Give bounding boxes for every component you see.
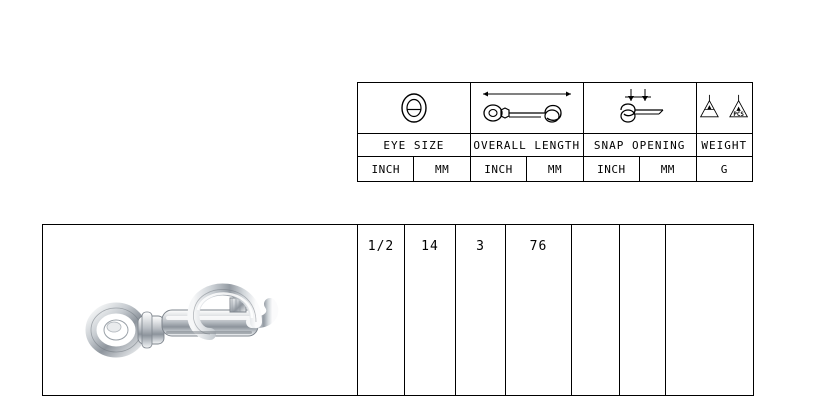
snap-opening-icon [584,83,696,133]
overall-length-unit-inch: INCH [470,157,526,182]
snap-opening-icon-cell [583,83,696,134]
eye-size-label: EYE SIZE [358,134,471,157]
cell-snap-opening-inch [572,225,620,396]
cell-eye-size-inch: 1/2 [358,225,405,396]
eye-size-icon-cell [358,83,471,134]
cell-weight-g [666,225,754,396]
spec-label-row [358,134,753,157]
spec-header-table [357,82,753,182]
weight-scale-icon [697,83,752,133]
overall-length-icon-cell [470,83,583,134]
eye-size-unit-inch: INCH [358,157,414,182]
cell-overall-length-mm: 76 [506,225,572,396]
snap-opening-unit-mm: MM [640,157,696,182]
spec-unit-row [358,157,753,182]
snap-opening-unit-inch: INCH [583,157,639,182]
overall-length-unit-mm: MM [527,157,583,182]
weight-label: WEIGHT [696,134,752,157]
overall-length-label: OVERALL LENGTH [470,134,583,157]
table-row [43,225,754,396]
weight-unit-g: G [696,157,752,182]
snap-opening-label: SNAP OPENING [583,134,696,157]
product-row-table [42,224,754,396]
cell-overall-length-inch: 3 [456,225,506,396]
eye-size-icon [358,83,470,133]
weight-icon-pcs-label: PCS [732,112,744,119]
overall-length-icon [471,83,583,133]
spec-icon-row [358,83,753,134]
cell-snap-opening-mm [620,225,666,396]
cell-eye-size-mm: 14 [405,225,456,396]
product-image-cell [43,225,358,396]
eye-size-unit-mm: MM [414,157,470,182]
swivel-bolt-snap-hook-photo [43,225,357,381]
weight-icon-cell [696,83,752,134]
